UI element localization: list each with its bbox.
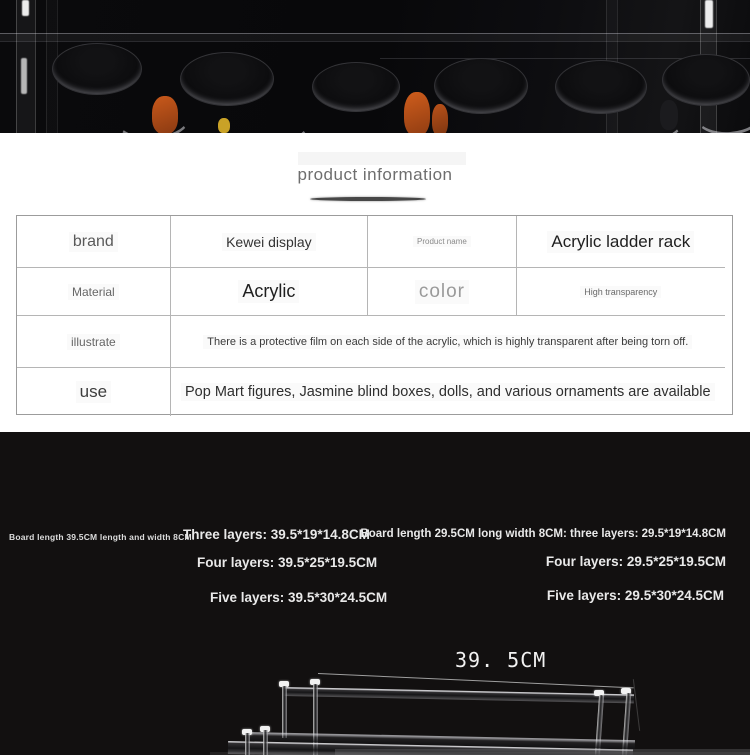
- table-value-product-name: Acrylic ladder rack: [517, 216, 725, 268]
- display-disc: [52, 43, 142, 95]
- figure-dark: [660, 100, 678, 130]
- acrylic-post-left-outer: [16, 0, 36, 133]
- rack-shelf-top: [284, 687, 634, 703]
- dimension-label: 39. 5CM: [455, 648, 547, 672]
- dimension-line: [318, 673, 634, 688]
- table-value-material: Acrylic: [171, 268, 368, 316]
- table-label-illustrate: illustrate: [17, 316, 171, 368]
- table-label-use: use: [17, 368, 171, 416]
- figure-orange: [152, 96, 178, 133]
- table-label-material: Material: [17, 268, 171, 316]
- product-info-table: [16, 215, 733, 415]
- dimension-extension-line: [633, 679, 640, 731]
- table-label-product-name: Product name: [368, 216, 517, 268]
- section-title: product information: [297, 165, 453, 184]
- title-ghost-box: [298, 152, 466, 165]
- size-29-four-layers: Four layers: 29.5*25*19.5CM: [545, 554, 726, 569]
- display-disc: [180, 52, 274, 106]
- table-value-use: Pop Mart figures, Jasmine blind boxes, dolls, and various ornaments are available: [171, 368, 725, 416]
- figure-yellow: [218, 118, 230, 133]
- display-disc: [312, 62, 400, 112]
- size-29-three-layers: Board length 29.5CM long width 8CM: three layers: 29.5*19*14.8CM: [360, 528, 726, 540]
- size-29-five-layers: Five layers: 29.5*30*24.5CM: [546, 588, 724, 603]
- rack-post: [282, 686, 287, 738]
- table-value-illustrate: There is a protective film on each side of the acrylic, which is highly transparent after being torn off.: [171, 316, 725, 368]
- table-value-brand: Kewei display: [171, 216, 368, 268]
- size-39-four-layers: Four layers: 39.5*25*19.5CM: [197, 555, 378, 570]
- figure-orange: [404, 92, 430, 133]
- size-39-three-layers: Three layers: 39.5*19*14.8CM: [183, 527, 370, 542]
- size-39-five-layers: Five layers: 39.5*30*24.5CM: [210, 590, 388, 605]
- table-label-color: color: [368, 268, 517, 316]
- table-label-brand: brand: [17, 216, 171, 268]
- size-label-39: Board length 39.5CM length and width 8CM:: [9, 532, 195, 542]
- title-underline: [310, 197, 426, 201]
- product-photo-top: [0, 0, 750, 133]
- figure-orange: [432, 104, 448, 133]
- acrylic-shelf-bar: [0, 33, 750, 42]
- table-value-color: High transparency: [517, 268, 725, 316]
- section-title-block: [0, 148, 750, 210]
- size-info-panel: [0, 432, 750, 755]
